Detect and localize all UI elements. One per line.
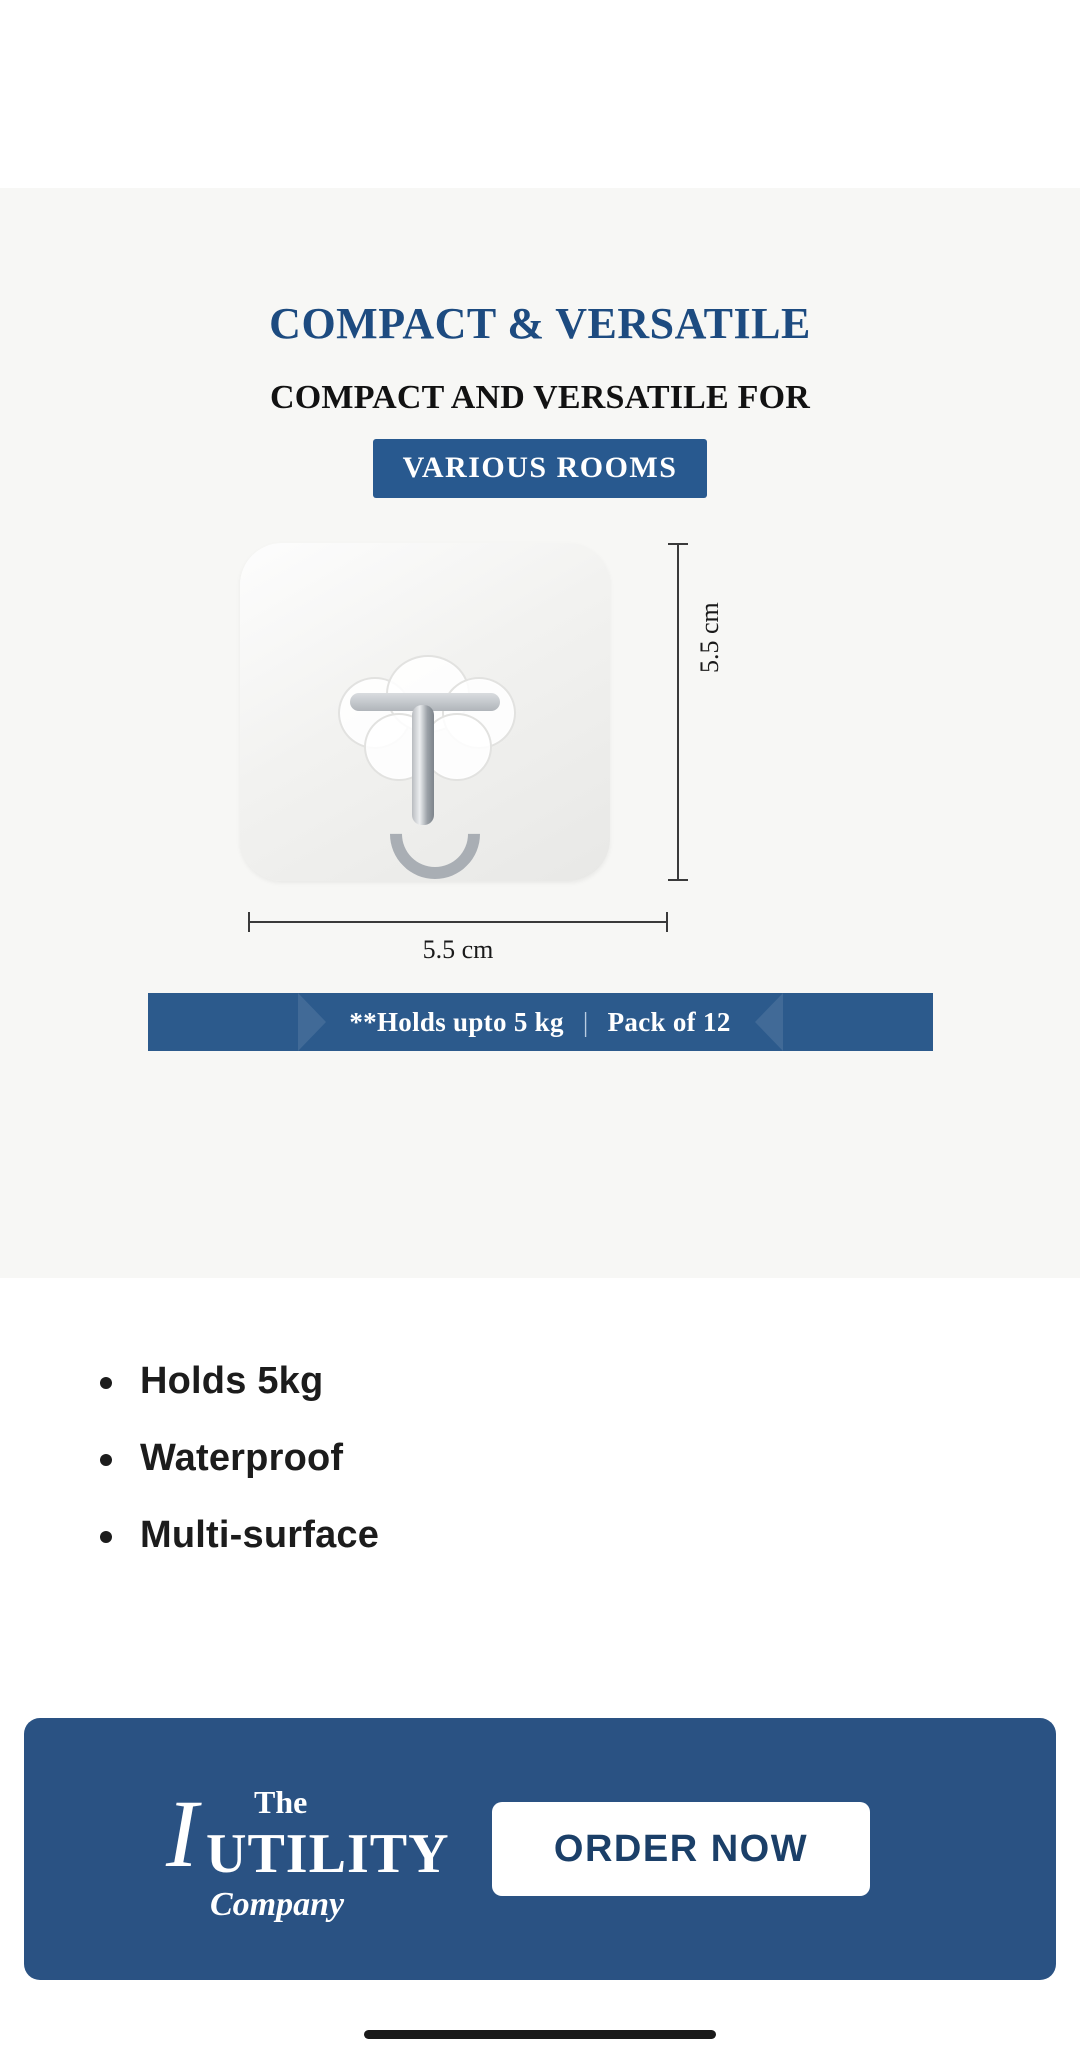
- ribbon-separator: |: [582, 1006, 589, 1037]
- status-badge: VARIOUS ROOMS: [373, 439, 708, 498]
- brand-line-the: The: [254, 1784, 308, 1820]
- list-item: Holds 5kg: [100, 1360, 1080, 1403]
- width-measure-line: [248, 921, 668, 923]
- brand-line-utility: UTILITY: [206, 1823, 450, 1885]
- height-measure-line: [677, 543, 679, 881]
- subheadline: COMPACT AND VERSATILE FOR: [270, 379, 810, 416]
- brand-monogram-icon: I: [166, 1780, 198, 1887]
- product-infographic-card: [0, 188, 1080, 1278]
- page-title: COMPACT & VERSATILE: [269, 299, 811, 348]
- list-item: Waterproof: [100, 1437, 1080, 1480]
- cta-banner[interactable]: [24, 1718, 1056, 1980]
- home-indicator-area: [0, 2001, 1080, 2057]
- feature-list-section: [0, 1278, 1080, 1557]
- badge-container: [0, 439, 1080, 498]
- capacity-ribbon: [148, 993, 933, 1051]
- product-dimension-diagram: [240, 543, 840, 963]
- ribbon-pack-text: Pack of 12: [607, 1006, 731, 1037]
- home-indicator[interactable]: [364, 2030, 716, 2039]
- order-now-button[interactable]: ORDER NOW: [492, 1802, 870, 1896]
- height-measure-label: 5.5 cm: [695, 602, 724, 673]
- ribbon-text: [349, 1007, 730, 1038]
- ribbon-capacity-text: **Holds upto 5 kg: [349, 1006, 564, 1037]
- list-item: Multi-surface: [100, 1514, 1080, 1557]
- top-spacer: [0, 0, 1080, 188]
- brand-logo: [24, 1718, 454, 1980]
- feature-list: [0, 1360, 1080, 1557]
- product-image: [240, 543, 610, 881]
- width-measure-label: 5.5 cm: [422, 935, 494, 964]
- brand-line-company: Company: [210, 1886, 345, 1923]
